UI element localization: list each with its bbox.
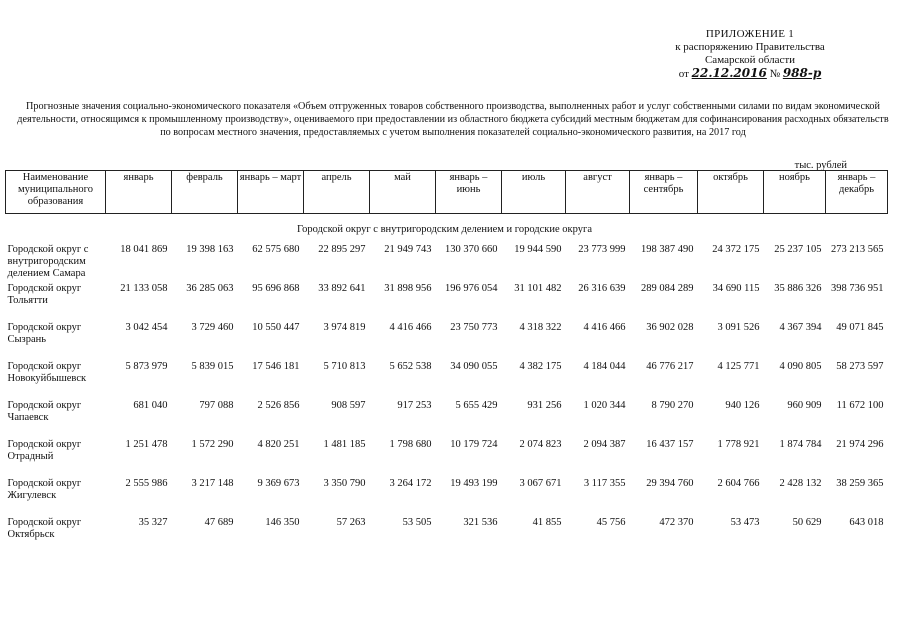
value-cell: 21 949 743 [384, 244, 432, 255]
value-cell: 19 944 590 [514, 244, 562, 255]
value-cell: 4 125 771 [717, 361, 760, 372]
value-cell: 5 873 979 [125, 361, 168, 372]
value-cell: 1 251 478 [125, 439, 168, 450]
indicator-table [5, 170, 888, 556]
appendix-block [650, 28, 850, 81]
municipality-name: Городской округ с внутригородским делением Самара [7, 244, 89, 279]
value-cell: 3 117 355 [583, 478, 626, 489]
municipality-name: Городской округ Отрадный [7, 439, 82, 462]
value-cell: 8 790 270 [651, 400, 694, 411]
value-cell: 198 387 490 [641, 244, 694, 255]
value-cell: 41 855 [532, 517, 562, 528]
value-cell: 23 773 999 [578, 244, 626, 255]
value-cell: 4 090 805 [779, 361, 822, 372]
value-cell: 1 020 344 [583, 400, 626, 411]
value-cell: 2 428 132 [779, 478, 822, 489]
value-cell: 643 018 [849, 517, 884, 528]
value-cell: 2 604 766 [717, 478, 760, 489]
value-cell: 21 133 058 [120, 283, 168, 294]
value-cell: 22 895 297 [318, 244, 366, 255]
section-title: Городской округ с внутригородским делением и городские округа [297, 224, 592, 235]
value-cell: 5 710 813 [323, 361, 366, 372]
municipality-name: Городской округ Жигулевск [7, 478, 82, 501]
value-cell: 31 101 482 [514, 283, 562, 294]
col-header: август [566, 171, 630, 214]
value-cell: 3 729 460 [191, 322, 234, 333]
value-cell: 908 597 [331, 400, 366, 411]
value-cell: 5 839 015 [191, 361, 234, 372]
value-cell: 62 575 680 [252, 244, 300, 255]
value-cell: 3 042 454 [125, 322, 168, 333]
col-header: апрель [304, 171, 370, 214]
value-cell: 36 285 063 [186, 283, 234, 294]
value-cell: 1 572 290 [191, 439, 234, 450]
table-row [6, 283, 888, 322]
table-row [6, 439, 888, 478]
value-cell: 18 041 869 [120, 244, 168, 255]
value-cell: 273 213 565 [831, 244, 884, 255]
value-cell: 57 263 [336, 517, 366, 528]
value-cell: 11 672 100 [836, 400, 884, 411]
value-cell: 1 798 680 [389, 439, 432, 450]
value-cell: 35 886 326 [774, 283, 822, 294]
value-cell: 25 237 105 [774, 244, 822, 255]
value-cell: 398 736 951 [831, 283, 884, 294]
value-cell: 940 126 [725, 400, 760, 411]
value-cell: 4 318 322 [519, 322, 562, 333]
section-row [6, 214, 888, 243]
table-header-row [6, 171, 888, 214]
municipality-name: Городской округ Октябрьск [7, 517, 82, 540]
value-cell: 4 382 175 [519, 361, 562, 372]
col-header: январь – сентябрь [630, 171, 698, 214]
value-cell: 29 394 760 [646, 478, 694, 489]
value-cell: 10 550 447 [252, 322, 300, 333]
value-cell: 4 820 251 [257, 439, 300, 450]
value-cell: 2 555 986 [125, 478, 168, 489]
value-cell: 960 909 [787, 400, 822, 411]
col-header-municipality: Наименование муниципального образования [6, 171, 106, 214]
value-cell: 3 217 148 [191, 478, 234, 489]
value-cell: 58 273 597 [836, 361, 884, 372]
value-cell: 146 350 [265, 517, 300, 528]
value-cell: 321 536 [463, 517, 498, 528]
col-header: июль [502, 171, 566, 214]
table-row [6, 322, 888, 361]
value-cell: 50 629 [792, 517, 822, 528]
value-cell: 797 088 [199, 400, 234, 411]
order-number: 988-р [782, 66, 822, 80]
value-cell: 1 778 921 [717, 439, 760, 450]
value-cell: 36 902 028 [646, 322, 694, 333]
col-header: январь – март [238, 171, 304, 214]
value-cell: 130 370 660 [445, 244, 498, 255]
units-label: тыс. рублей [794, 160, 847, 171]
table-row [6, 400, 888, 439]
value-cell: 53 505 [402, 517, 432, 528]
value-cell: 1 874 784 [779, 439, 822, 450]
value-cell: 53 473 [730, 517, 760, 528]
value-cell: 917 253 [397, 400, 432, 411]
value-cell: 4 367 394 [779, 322, 822, 333]
value-cell: 472 370 [659, 517, 694, 528]
table-row [6, 361, 888, 400]
value-cell: 3 091 526 [717, 322, 760, 333]
value-cell: 24 372 175 [712, 244, 760, 255]
value-cell: 1 481 185 [323, 439, 366, 450]
value-cell: 5 652 538 [389, 361, 432, 372]
value-cell: 46 776 217 [646, 361, 694, 372]
value-cell: 33 892 641 [318, 283, 366, 294]
municipality-name: Городской округ Сызрань [7, 322, 82, 345]
value-cell: 38 259 365 [836, 478, 884, 489]
appendix-line-2: Самарской области [704, 54, 796, 66]
col-header: май [370, 171, 436, 214]
col-header: октябрь [698, 171, 764, 214]
value-cell: 4 184 044 [583, 361, 626, 372]
value-cell: 45 756 [596, 517, 626, 528]
document-heading: Прогнозные значения социально-экономического показателя «Объем отгруженных товаров собственного производства, выполненных работ и услуг собственными силами по видам экономической деятельности, относящимся к промышленному производству», оцениваемого при предоставлении из областного бюджета субсидий местным бюджетам для софинансирования расходных обязательств по вопросам местного значения, предоставляемых с учетом выполнения показателей социально-экономического развития, на 2017 год [17, 101, 889, 138]
value-cell: 35 327 [138, 517, 168, 528]
col-header: январь [106, 171, 172, 214]
value-cell: 19 493 199 [450, 478, 498, 489]
value-cell: 4 416 466 [389, 322, 432, 333]
appendix-line-1: к распоряжению Правительства [675, 41, 825, 53]
appendix-title: ПРИЛОЖЕНИЕ 1 [705, 28, 795, 40]
municipality-name: Городской округ Тольятти [7, 283, 82, 306]
col-header: январь – июнь [436, 171, 502, 214]
value-cell: 3 264 172 [389, 478, 432, 489]
table-row [6, 478, 888, 517]
value-cell: 26 316 639 [578, 283, 626, 294]
value-cell: 10 179 724 [450, 439, 498, 450]
order-number-label: № [769, 68, 781, 80]
order-line [650, 67, 850, 81]
value-cell: 3 974 819 [323, 322, 366, 333]
value-cell: 3 067 671 [519, 478, 562, 489]
value-cell: 289 084 289 [641, 283, 694, 294]
value-cell: 21 974 296 [836, 439, 884, 450]
col-header: январь – декабрь [826, 171, 888, 214]
value-cell: 23 750 773 [450, 322, 498, 333]
order-from-label: от [678, 68, 689, 80]
value-cell: 95 696 868 [252, 283, 300, 294]
value-cell: 2 094 387 [583, 439, 626, 450]
value-cell: 17 546 181 [252, 361, 300, 372]
value-cell: 31 898 956 [384, 283, 432, 294]
value-cell: 49 071 845 [836, 322, 884, 333]
value-cell: 34 090 055 [450, 361, 498, 372]
value-cell: 4 416 466 [583, 322, 626, 333]
value-cell: 931 256 [527, 400, 562, 411]
table-row [6, 517, 888, 556]
value-cell: 681 040 [133, 400, 168, 411]
col-header: ноябрь [764, 171, 826, 214]
order-date: 22.12.2016 [691, 66, 767, 80]
value-cell: 3 350 790 [323, 478, 366, 489]
col-header: февраль [172, 171, 238, 214]
value-cell: 16 437 157 [646, 439, 694, 450]
value-cell: 47 689 [204, 517, 234, 528]
value-cell: 196 976 054 [445, 283, 498, 294]
municipality-name: Городской округ Новокуйбышевск [7, 361, 87, 384]
value-cell: 34 690 115 [712, 283, 760, 294]
table-row [6, 242, 888, 283]
value-cell: 19 398 163 [186, 244, 234, 255]
value-cell: 2 074 823 [519, 439, 562, 450]
value-cell: 9 369 673 [257, 478, 300, 489]
municipality-name: Городской округ Чапаевск [7, 400, 82, 423]
value-cell: 5 655 429 [455, 400, 498, 411]
value-cell: 2 526 856 [257, 400, 300, 411]
